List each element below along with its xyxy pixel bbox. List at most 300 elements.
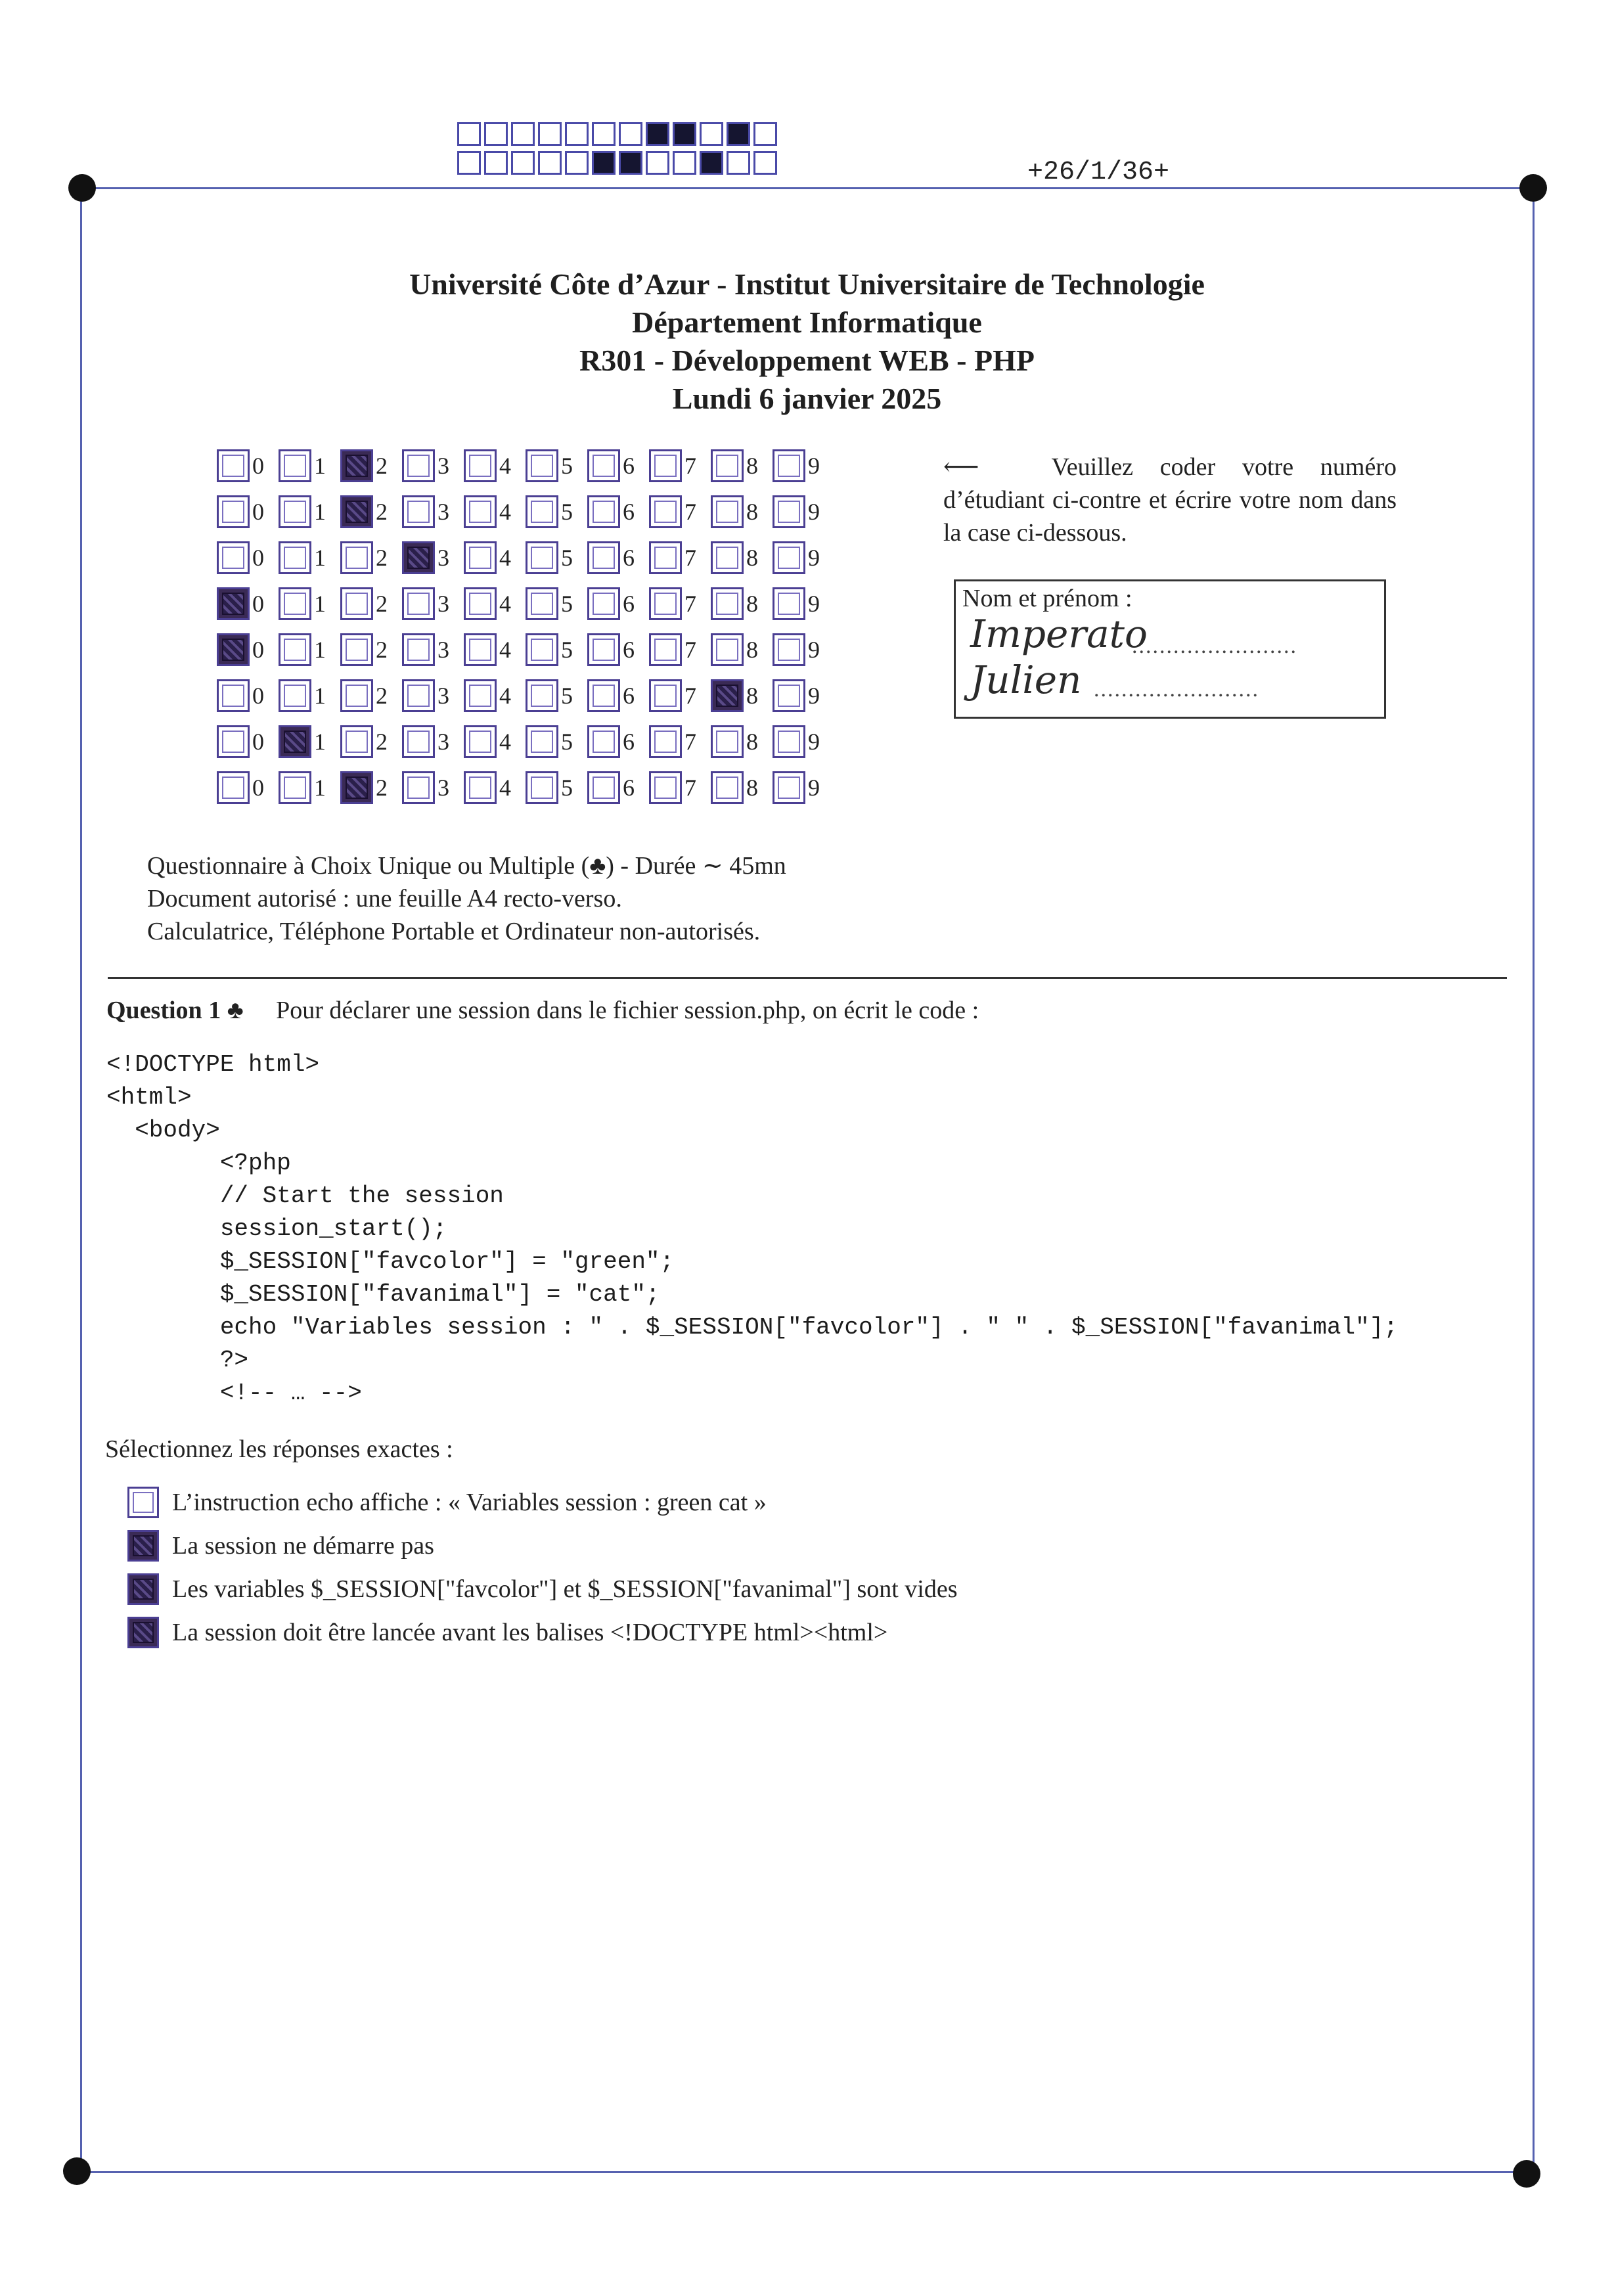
- digit-checkbox[interactable]: [464, 771, 497, 804]
- answer-checkbox[interactable]: [127, 1530, 159, 1562]
- digit-label: 6: [623, 453, 635, 479]
- digit-option: [773, 449, 834, 482]
- digit-checkbox[interactable]: [464, 587, 497, 620]
- digit-label: 5: [561, 591, 573, 617]
- digit-checkbox[interactable]: [773, 541, 805, 574]
- answer-list: [127, 1481, 958, 1654]
- answer-option[interactable]: [127, 1524, 958, 1567]
- digit-checkbox[interactable]: [464, 725, 497, 758]
- digit-checkbox[interactable]: [773, 771, 805, 804]
- digit-checkbox[interactable]: [217, 587, 250, 620]
- registration-dot-top-right: [1519, 174, 1547, 202]
- digit-checkbox[interactable]: [587, 495, 620, 528]
- barcode-cell: [592, 122, 616, 146]
- digit-checkbox[interactable]: [464, 679, 497, 712]
- answer-checkbox[interactable]: [127, 1617, 159, 1648]
- arrow-left-icon: ⟵: [943, 453, 979, 481]
- digit-option: [587, 771, 649, 804]
- digit-label: 9: [808, 775, 820, 801]
- digit-option: [402, 725, 464, 758]
- digit-option: [773, 633, 834, 666]
- digit-checkbox[interactable]: [711, 587, 744, 620]
- digit-option: [587, 679, 649, 712]
- digit-checkbox[interactable]: [773, 633, 805, 666]
- rules-line: Calculatrice, Téléphone Portable et Ordinateur non-autorisés.: [147, 918, 761, 945]
- answer-option[interactable]: [127, 1481, 958, 1524]
- digit-checkbox[interactable]: [526, 679, 558, 712]
- header-department: Département Informatique: [632, 305, 982, 339]
- digit-label: 4: [499, 729, 511, 755]
- registration-dot-bottom-left: [63, 2157, 91, 2185]
- digit-checkbox[interactable]: [217, 771, 250, 804]
- digit-checkbox[interactable]: [279, 725, 311, 758]
- digit-checkbox[interactable]: [526, 587, 558, 620]
- digit-option: [217, 449, 279, 482]
- digit-label: 0: [252, 683, 264, 709]
- digit-checkbox[interactable]: [587, 633, 620, 666]
- digit-label: 2: [376, 683, 388, 709]
- digit-option: [279, 541, 340, 574]
- digit-label: 9: [808, 683, 820, 709]
- digit-checkbox[interactable]: [217, 633, 250, 666]
- digit-checkbox[interactable]: [402, 771, 435, 804]
- digit-option: [773, 771, 834, 804]
- digit-option: [279, 495, 340, 528]
- digit-label: 0: [252, 453, 264, 479]
- digit-checkbox[interactable]: [526, 495, 558, 528]
- digit-label: 2: [376, 453, 388, 479]
- barcode-cell: [484, 151, 508, 175]
- digit-option: [526, 771, 587, 804]
- digit-checkbox[interactable]: [526, 725, 558, 758]
- digit-label: 5: [561, 545, 573, 571]
- digit-option: [464, 541, 526, 574]
- digit-option: [340, 725, 402, 758]
- digit-label: 9: [808, 453, 820, 479]
- digit-label: 6: [623, 729, 635, 755]
- digit-checkbox[interactable]: [649, 541, 682, 574]
- digit-checkbox[interactable]: [649, 449, 682, 482]
- barcode-cell: [565, 151, 589, 175]
- digit-option: [649, 541, 711, 574]
- digit-option: [279, 679, 340, 712]
- digit-checkbox[interactable]: [340, 495, 373, 528]
- digit-option: [587, 725, 649, 758]
- digit-checkbox[interactable]: [526, 449, 558, 482]
- barcode-cell: [457, 122, 481, 146]
- digit-checkbox[interactable]: [711, 771, 744, 804]
- registration-dot-bottom-right: [1513, 2160, 1540, 2188]
- digit-option: [340, 449, 402, 482]
- digit-option: [649, 771, 711, 804]
- digit-label: 9: [808, 729, 820, 755]
- digit-label: 6: [623, 683, 635, 709]
- digit-option: [773, 541, 834, 574]
- digit-checkbox[interactable]: [340, 449, 373, 482]
- digit-option: [711, 587, 773, 620]
- name-dotted-line: ........................: [1132, 634, 1297, 658]
- barcode-cell: [727, 122, 750, 146]
- registration-dot-top-left: [68, 174, 96, 202]
- digit-option: [587, 541, 649, 574]
- digit-label: 8: [746, 729, 758, 755]
- barcode-cell: [538, 122, 562, 146]
- digit-checkbox[interactable]: [217, 541, 250, 574]
- barcode-cell: [673, 151, 696, 175]
- student-number-grid: [217, 447, 834, 815]
- digit-checkbox[interactable]: [587, 679, 620, 712]
- digit-option: [711, 541, 773, 574]
- instructions-text: ⟵ Veuillez coder votre numéro d’étudiant ci-contre et écrire votre nom dans la case ci-dessous.: [943, 453, 1397, 547]
- digit-checkbox[interactable]: [402, 587, 435, 620]
- digit-option: [711, 495, 773, 528]
- digit-checkbox[interactable]: [279, 771, 311, 804]
- digit-option: [279, 449, 340, 482]
- digit-checkbox[interactable]: [340, 725, 373, 758]
- student-digit-row: [217, 447, 834, 485]
- digit-option: [402, 541, 464, 574]
- digit-label: 1: [314, 499, 326, 525]
- digit-checkbox[interactable]: [464, 449, 497, 482]
- digit-checkbox[interactable]: [649, 495, 682, 528]
- digit-checkbox[interactable]: [217, 495, 250, 528]
- digit-option: [711, 725, 773, 758]
- digit-checkbox[interactable]: [340, 541, 373, 574]
- digit-checkbox[interactable]: [649, 679, 682, 712]
- digit-option: [340, 587, 402, 620]
- digit-option: [217, 679, 279, 712]
- digit-label: 3: [437, 545, 449, 571]
- digit-option: [773, 495, 834, 528]
- digit-option: [649, 633, 711, 666]
- digit-option: [464, 725, 526, 758]
- digit-label: 4: [499, 683, 511, 709]
- digit-checkbox[interactable]: [402, 495, 435, 528]
- digit-checkbox[interactable]: [279, 633, 311, 666]
- digit-option: [279, 587, 340, 620]
- digit-label: 1: [314, 683, 326, 709]
- name-box-label: Nom et prénom :: [962, 585, 1132, 612]
- digit-option: [587, 495, 649, 528]
- question-prompt: Pour déclarer une session dans le fichier session.php, on écrit le code :: [276, 997, 979, 1024]
- digit-option: [279, 725, 340, 758]
- digit-label: 8: [746, 545, 758, 571]
- digit-label: 5: [561, 775, 573, 801]
- answer-option[interactable]: [127, 1611, 958, 1654]
- digit-checkbox[interactable]: [279, 495, 311, 528]
- digit-label: 0: [252, 637, 264, 663]
- digit-label: 7: [684, 499, 696, 525]
- digit-label: 6: [623, 545, 635, 571]
- digit-option: [402, 587, 464, 620]
- digit-option: [773, 679, 834, 712]
- digit-checkbox[interactable]: [402, 725, 435, 758]
- digit-option: [217, 541, 279, 574]
- separator-rule: [108, 977, 1507, 979]
- digit-label: 9: [808, 499, 820, 525]
- digit-label: 1: [314, 775, 326, 801]
- digit-label: 0: [252, 545, 264, 571]
- digit-checkbox[interactable]: [773, 679, 805, 712]
- barcode-cell: [700, 151, 723, 175]
- digit-option: [340, 771, 402, 804]
- digit-option: [464, 633, 526, 666]
- digit-label: 3: [437, 499, 449, 525]
- digit-checkbox[interactable]: [773, 587, 805, 620]
- digit-checkbox[interactable]: [711, 679, 744, 712]
- answer-text: Les variables $_SESSION["favcolor"] et $_SESSION["favanimal"] sont vides: [172, 1575, 958, 1603]
- digit-label: 7: [684, 453, 696, 479]
- digit-checkbox[interactable]: [526, 541, 558, 574]
- digit-option: [217, 771, 279, 804]
- digit-checkbox[interactable]: [217, 449, 250, 482]
- digit-option: [649, 679, 711, 712]
- digit-label: 9: [808, 591, 820, 617]
- digit-option: [279, 633, 340, 666]
- digit-label: 1: [314, 591, 326, 617]
- digit-checkbox[interactable]: [773, 449, 805, 482]
- digit-option: [526, 449, 587, 482]
- digit-option: [587, 633, 649, 666]
- digit-label: 8: [746, 499, 758, 525]
- digit-option: [340, 541, 402, 574]
- digit-checkbox[interactable]: [587, 449, 620, 482]
- digit-label: 2: [376, 545, 388, 571]
- digit-label: 4: [499, 545, 511, 571]
- digit-option: [526, 495, 587, 528]
- answer-checkbox[interactable]: [127, 1487, 159, 1518]
- question-number: Question 1 ♣: [106, 997, 244, 1024]
- digit-option: [526, 633, 587, 666]
- digit-checkbox[interactable]: [711, 495, 744, 528]
- code-block: <!DOCTYPE html> <html> <body> <?php // Start the session session_start(); $_SESSION["favcolor"] = "green"; $_SESSION["favanimal"] = "cat"; echo "Variables session : " . $_SESSION["favcolor"] . " " . $_SESSION["favanimal"]; ?> <!-- … -->: [106, 1051, 1398, 1407]
- digit-label: 7: [684, 729, 696, 755]
- name-box[interactable]: [954, 579, 1386, 719]
- digit-label: 4: [499, 499, 511, 525]
- digit-label: 6: [623, 775, 635, 801]
- digit-option: [402, 449, 464, 482]
- select-instruction: Sélectionnez les réponses exactes :: [105, 1435, 453, 1463]
- digit-checkbox[interactable]: [711, 449, 744, 482]
- barcode-cell: [619, 151, 642, 175]
- barcode-cell: [753, 122, 777, 146]
- digit-label: 3: [437, 775, 449, 801]
- digit-option: [649, 587, 711, 620]
- digit-label: 4: [499, 453, 511, 479]
- digit-label: 5: [561, 729, 573, 755]
- digit-option: [279, 771, 340, 804]
- digit-checkbox[interactable]: [217, 679, 250, 712]
- firstname-dotted-line: ........................: [1094, 677, 1259, 702]
- digit-checkbox[interactable]: [464, 633, 497, 666]
- digit-label: 2: [376, 729, 388, 755]
- digit-checkbox[interactable]: [464, 495, 497, 528]
- barcode-cell: [700, 122, 723, 146]
- digit-option: [464, 679, 526, 712]
- digit-checkbox[interactable]: [649, 587, 682, 620]
- digit-option: [340, 679, 402, 712]
- barcode-cell: [619, 122, 642, 146]
- digit-label: 0: [252, 591, 264, 617]
- digit-option: [649, 449, 711, 482]
- student-digit-row: [217, 585, 834, 623]
- digit-label: 6: [623, 591, 635, 617]
- answer-text: L’instruction echo affiche : « Variables session : green cat »: [172, 1489, 767, 1516]
- digit-checkbox[interactable]: [217, 725, 250, 758]
- exam-rules: [147, 849, 786, 948]
- student-digit-row: [217, 677, 834, 715]
- digit-checkbox[interactable]: [649, 771, 682, 804]
- digit-label: 8: [746, 591, 758, 617]
- digit-label: 8: [746, 453, 758, 479]
- digit-checkbox[interactable]: [279, 679, 311, 712]
- page-id: +26/1/36+: [1027, 158, 1170, 187]
- digit-label: 5: [561, 683, 573, 709]
- digit-option: [217, 633, 279, 666]
- digit-option: [711, 633, 773, 666]
- barcode: [457, 122, 777, 175]
- digit-checkbox[interactable]: [649, 633, 682, 666]
- digit-option: [526, 587, 587, 620]
- digit-option: [711, 679, 773, 712]
- digit-checkbox[interactable]: [279, 587, 311, 620]
- digit-checkbox[interactable]: [279, 541, 311, 574]
- digit-checkbox[interactable]: [526, 771, 558, 804]
- digit-option: [587, 449, 649, 482]
- digit-label: 6: [623, 499, 635, 525]
- digit-label: 7: [684, 591, 696, 617]
- barcode-cell: [484, 122, 508, 146]
- barcode-cell: [727, 151, 750, 175]
- answer-checkbox[interactable]: [127, 1573, 159, 1605]
- student-digit-row: [217, 539, 834, 577]
- digit-label: 8: [746, 637, 758, 663]
- digit-label: 9: [808, 637, 820, 663]
- digit-label: 0: [252, 729, 264, 755]
- digit-label: 3: [437, 637, 449, 663]
- digit-option: [464, 587, 526, 620]
- digit-checkbox[interactable]: [587, 771, 620, 804]
- digit-checkbox[interactable]: [711, 541, 744, 574]
- digit-option: [649, 725, 711, 758]
- digit-label: 6: [623, 637, 635, 663]
- digit-label: 3: [437, 729, 449, 755]
- digit-checkbox[interactable]: [587, 541, 620, 574]
- digit-label: 1: [314, 637, 326, 663]
- digit-option: [526, 679, 587, 712]
- digit-label: 3: [437, 591, 449, 617]
- digit-label: 2: [376, 775, 388, 801]
- digit-label: 1: [314, 453, 326, 479]
- frame-top-border: [80, 187, 1535, 189]
- digit-checkbox[interactable]: [526, 633, 558, 666]
- digit-option: [464, 449, 526, 482]
- digit-option: [340, 495, 402, 528]
- frame-bottom-border: [78, 2171, 1528, 2173]
- barcode-row: [457, 151, 777, 175]
- digit-label: 5: [561, 453, 573, 479]
- digit-checkbox[interactable]: [587, 725, 620, 758]
- frame-right-border: [1533, 187, 1535, 2171]
- handwritten-surname: Imperato: [970, 612, 1148, 656]
- digit-checkbox[interactable]: [711, 725, 744, 758]
- digit-label: 0: [252, 775, 264, 801]
- answer-option[interactable]: [127, 1567, 958, 1611]
- header-date: Lundi 6 janvier 2025: [672, 382, 942, 415]
- digit-label: 1: [314, 545, 326, 571]
- digit-label: 0: [252, 499, 264, 525]
- digit-checkbox[interactable]: [340, 633, 373, 666]
- digit-option: [217, 495, 279, 528]
- digit-checkbox[interactable]: [711, 633, 744, 666]
- digit-label: 7: [684, 775, 696, 801]
- barcode-cell: [646, 122, 669, 146]
- digit-option: [711, 449, 773, 482]
- digit-checkbox[interactable]: [464, 541, 497, 574]
- digit-checkbox[interactable]: [402, 449, 435, 482]
- digit-option: [649, 495, 711, 528]
- digit-checkbox[interactable]: [402, 541, 435, 574]
- digit-checkbox[interactable]: [340, 679, 373, 712]
- digit-label: 2: [376, 591, 388, 617]
- digit-option: [402, 771, 464, 804]
- digit-label: 3: [437, 683, 449, 709]
- header-university: Université Côte d’Azur - Institut Universitaire de Technologie: [409, 267, 1205, 301]
- digit-label: 4: [499, 591, 511, 617]
- digit-label: 5: [561, 637, 573, 663]
- student-digit-row: [217, 769, 834, 807]
- digit-option: [773, 587, 834, 620]
- digit-checkbox[interactable]: [340, 587, 373, 620]
- digit-label: 5: [561, 499, 573, 525]
- barcode-cell: [538, 151, 562, 175]
- digit-option: [711, 771, 773, 804]
- answer-text: La session ne démarre pas: [172, 1532, 434, 1560]
- question-heading: [106, 996, 979, 1025]
- digit-option: [526, 541, 587, 574]
- digit-option: [773, 725, 834, 758]
- digit-label: 2: [376, 637, 388, 663]
- digit-checkbox[interactable]: [402, 679, 435, 712]
- student-digit-row: [217, 631, 834, 669]
- digit-label: 2: [376, 499, 388, 525]
- digit-label: 1: [314, 729, 326, 755]
- digit-checkbox[interactable]: [279, 449, 311, 482]
- digit-option: [217, 725, 279, 758]
- digit-checkbox[interactable]: [649, 725, 682, 758]
- rules-line: Questionnaire à Choix Unique ou Multiple (♣) - Durée ∼ 45mn: [147, 852, 786, 880]
- digit-checkbox[interactable]: [340, 771, 373, 804]
- answer-text: La session doit être lancée avant les balises <!DOCTYPE html><html>: [172, 1619, 888, 1646]
- digit-option: [402, 679, 464, 712]
- digit-checkbox[interactable]: [773, 725, 805, 758]
- barcode-cell: [511, 151, 535, 175]
- digit-checkbox[interactable]: [773, 495, 805, 528]
- digit-label: 3: [437, 453, 449, 479]
- digit-checkbox[interactable]: [587, 587, 620, 620]
- rules-line: Document autorisé : une feuille A4 recto-verso.: [147, 885, 622, 912]
- digit-checkbox[interactable]: [402, 633, 435, 666]
- digit-option: [402, 495, 464, 528]
- frame-left-border: [80, 187, 82, 2171]
- digit-option: [587, 587, 649, 620]
- student-digit-row: [217, 723, 834, 761]
- header-course: R301 - Développement WEB - PHP: [579, 344, 1035, 377]
- digit-label: 8: [746, 775, 758, 801]
- digit-label: 8: [746, 683, 758, 709]
- digit-option: [464, 495, 526, 528]
- digit-option: [464, 771, 526, 804]
